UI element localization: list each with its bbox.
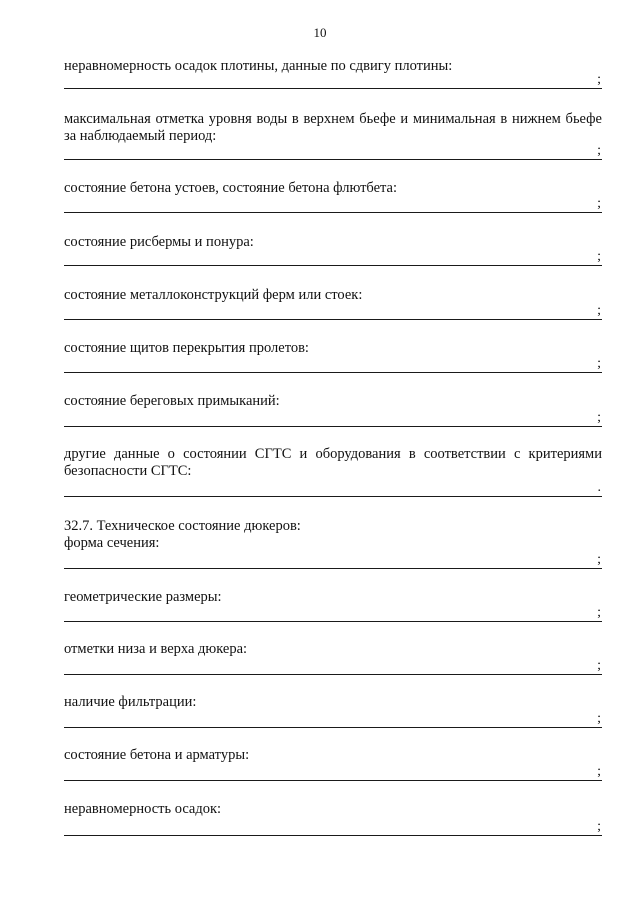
- field-end-mark: ;: [597, 249, 601, 264]
- fill-line[interactable]: [64, 265, 602, 266]
- field-label: форма сечения:: [64, 535, 160, 551]
- field-label: состояние бетона и арматуры:: [64, 747, 250, 763]
- field-end-mark: ;: [597, 711, 601, 726]
- field-end-mark: ;: [597, 605, 601, 620]
- field-uneven-settlement: [64, 801, 602, 837]
- field-label: состояние береговых примыканий:: [64, 393, 280, 409]
- field-label: состояние металлоконструкций ферм или стоек:: [64, 287, 363, 303]
- fill-line[interactable]: [64, 426, 602, 427]
- field-end-mark: ;: [597, 356, 601, 371]
- fill-line[interactable]: [64, 159, 602, 160]
- field-end-mark: ;: [597, 72, 601, 87]
- fill-line[interactable]: [64, 568, 602, 569]
- field-end-mark: ;: [597, 658, 601, 673]
- field-label: состояние бетона устоев, состояние бетона флютбета:: [64, 180, 398, 196]
- field-water-levels: [64, 111, 602, 161]
- field-end-mark: ;: [597, 819, 601, 834]
- field-cross-section: [64, 535, 602, 570]
- field-apron: [64, 234, 602, 267]
- page-number: 10: [313, 25, 327, 40]
- field-end-mark: ;: [597, 196, 601, 211]
- field-concrete-abutments: [64, 180, 602, 214]
- field-other-data: [64, 446, 602, 498]
- field-label: отметки низа и верха дюкера:: [64, 641, 248, 657]
- field-end-mark: ;: [597, 552, 601, 567]
- fill-line[interactable]: [64, 372, 602, 373]
- field-label: состояние рисбермы и понура:: [64, 234, 254, 250]
- section-heading-block: [64, 518, 602, 535]
- field-metal-structures: [64, 287, 602, 321]
- fill-line[interactable]: [64, 780, 602, 781]
- field-end-mark: ;: [597, 410, 601, 425]
- fill-line[interactable]: [64, 674, 602, 675]
- field-label: другие данные о состоянии СГТС и оборудования в соответствии с критериями безопасности СГТС:: [64, 446, 602, 479]
- fill-line[interactable]: [64, 88, 602, 89]
- field-concrete-reinforcement: [64, 747, 602, 782]
- field-end-mark: ;: [597, 143, 601, 158]
- field-label: наличие фильтрации:: [64, 694, 197, 710]
- fill-line[interactable]: [64, 496, 602, 497]
- field-gates: [64, 340, 602, 374]
- fill-line[interactable]: [64, 621, 602, 622]
- field-filtration: [64, 694, 602, 729]
- field-label: максимальная отметка уровня воды в верхнем бьефе и минимальная в нижнем бьефе за наблюдаемый период:: [64, 111, 602, 144]
- fill-line[interactable]: [64, 835, 602, 836]
- fill-line[interactable]: [64, 727, 602, 728]
- fill-line[interactable]: [64, 212, 602, 213]
- field-elevations: [64, 641, 602, 676]
- field-label: геометрические размеры:: [64, 589, 222, 605]
- field-dam-settlement: [64, 58, 602, 90]
- fill-line[interactable]: [64, 319, 602, 320]
- field-label: неравномерность осадок плотины, данные по сдвигу плотины:: [64, 58, 453, 74]
- field-end-mark: ;: [597, 303, 601, 318]
- section-heading: 32.7. Техническое состояние дюкеров:: [64, 518, 301, 534]
- field-bank-abutments: [64, 393, 602, 428]
- field-end-mark: .: [597, 480, 601, 495]
- field-dimensions: [64, 589, 602, 623]
- field-label: неравномерность осадок:: [64, 801, 222, 817]
- field-end-mark: ;: [597, 764, 601, 779]
- field-label: состояние щитов перекрытия пролетов:: [64, 340, 309, 356]
